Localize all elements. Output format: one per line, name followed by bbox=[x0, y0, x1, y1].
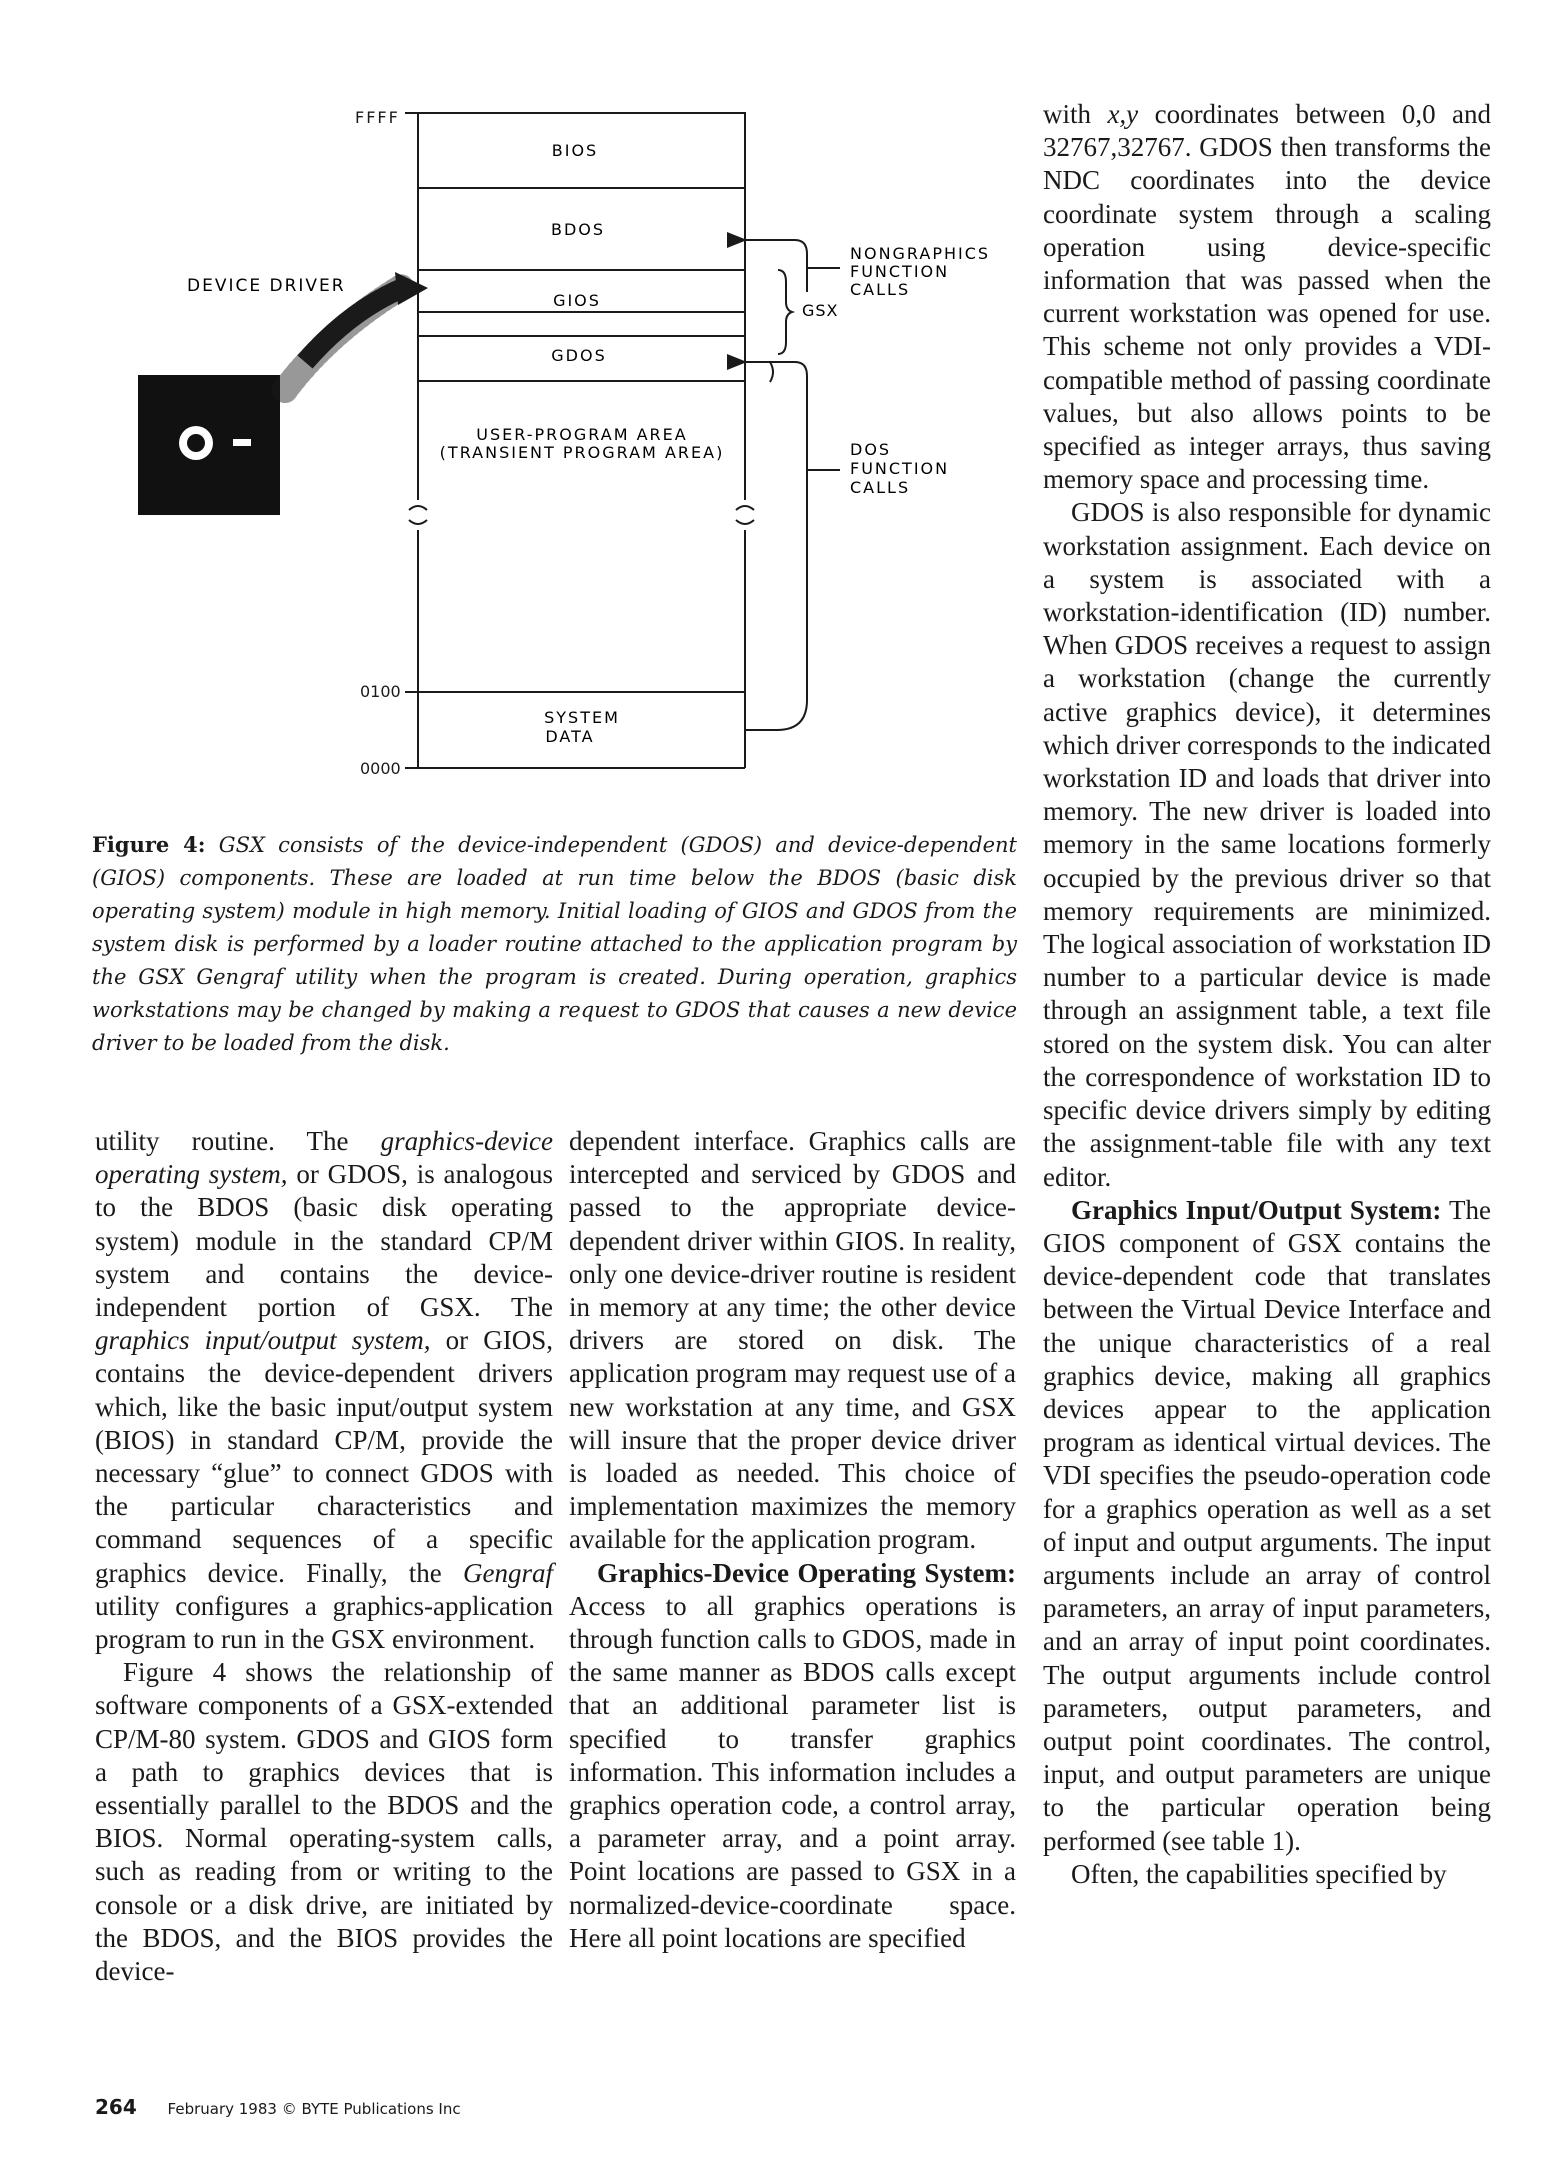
text-run: Access to all graphics operations is through function calls to GDOS, made in the same manner as BDOS calls except that an additional parameter list is specified to transfer graphics information. This information includes a graphics operation code, a control array, a parameter array, and a point array. Point locations are passed to GSX in a normalized-device-coordinate space. Here all point locations are specified bbox=[569, 1590, 1016, 1953]
text-run: or GIOS, contains the device-dependent drivers which, like the basic input/output system (BIOS) in standard CP/M, provide the necessary “glue” to connect GDOS with the particular characteristics and command sequences of a specific graphics device. Finally, the bbox=[95, 1325, 553, 1588]
paragraph bbox=[569, 1557, 1016, 1955]
gsx-bracket bbox=[778, 270, 792, 354]
device-driver-label: DEVICE DRIVER bbox=[187, 276, 346, 296]
text-run: or GDOS, is analogous to the BDOS (basic disk operating system) module in the standard CP/M system and contains the device-independent portion of GSX. The bbox=[95, 1159, 553, 1323]
gios-label: GIOS bbox=[553, 291, 601, 310]
nongraphics-call-line bbox=[745, 240, 807, 292]
caption-label: Figure 4: bbox=[92, 832, 206, 857]
break-mark-right bbox=[736, 506, 754, 510]
bios-label: BIOS bbox=[551, 141, 599, 160]
gsx-label: GSX bbox=[802, 301, 839, 320]
bdos-label: BDOS bbox=[550, 220, 606, 239]
nongraphics-label-3: CALLS bbox=[850, 280, 911, 299]
section-heading: Graphics-Device Operating System: bbox=[597, 1557, 1016, 1588]
page-number: 264 bbox=[95, 2095, 137, 2119]
publication-line: February 1983 © BYTE Publications Inc bbox=[167, 2100, 461, 2118]
text-run: with bbox=[1043, 99, 1108, 129]
text-run: coordinates between 0,0 and 32767,32767. GDOS then transforms the NDC coordinates into the device coordinate system through a scaling operation using device-specific information that was passed when the current workstation was opened for use. This scheme not only provides a VDI-compatible method of passing coordinate values, but also allows points to be specified as integer arrays, thus saving memory space and processing time. bbox=[1043, 99, 1491, 495]
dos-label-2: FUNCTION bbox=[850, 459, 950, 478]
dos-label-1: DOS bbox=[850, 440, 892, 459]
paragraph bbox=[1043, 1194, 1491, 1858]
text-run: The GIOS component of GSX contains the device-dependent code that translates between the Virtual Device Interface and the unique characteristics of a real graphics device, making all graphics devices appear to the application program as identical virtual devices. The VDI specifies the pseudo-operation code for a graphics operation as well as a set of input and output arguments. The input arguments include an array of control parameters, an array of input parameters, and an array of input point coordinates. The output arguments include control parameters, output parameters, and output point coordinates. The control, input, and output parameters are unique to the particular operation being performed (see table 1). bbox=[1043, 1194, 1491, 1856]
paragraph bbox=[1043, 98, 1491, 496]
caption-text: GSX consists of the device-independent (GDOS) and device-dependent (GIOS) components. These are loaded at run time below the BDOS (basic disk operating system) module in high memory. Initial loading of GIOS and GDOS from the system disk is performed by a loader routine attached to the application program by the GSX Gengraf utility when the program is created. During operation, graphics workstations may be changed by making a request to GDOS that causes a new device driver to be loaded from the disk. bbox=[92, 833, 1017, 1055]
body-column-3 bbox=[1043, 98, 1491, 1891]
text-run: utility routine. The bbox=[95, 1126, 381, 1156]
nongraphics-label-2: FUNCTION bbox=[850, 262, 950, 281]
term-xy: x,y bbox=[1107, 99, 1139, 129]
body-column-1 bbox=[95, 1125, 553, 1988]
paragraph: Figure 4 shows the relationship of software components of a GSX-extended CP/M-80 system. GDOS and GIOS form a path to graphics devices that is essentially parallel to the BDOS and the BIOS. Normal operating-system calls, such as reading from or writing to the console or a disk drive, are initiated by the BDOS, and the BIOS provides the device- bbox=[95, 1657, 553, 1987]
address-0000: 0000 bbox=[360, 759, 401, 778]
break-mark-left bbox=[409, 506, 427, 510]
address-0100: 0100 bbox=[360, 682, 401, 701]
user-area-label-2: (TRANSIENT PROGRAM AREA) bbox=[439, 443, 725, 462]
nongraphics-label-1: NONGRAPHICS bbox=[850, 244, 991, 263]
gdos-label: GDOS bbox=[551, 346, 607, 365]
user-area-label-1: USER-PROGRAM AREA bbox=[476, 425, 688, 444]
system-data-label-1: SYSTEM bbox=[544, 708, 620, 727]
paragraph: Often, the capabilities specified by bbox=[1071, 1858, 1447, 1889]
paragraph: GDOS is also responsible for dynamic workstation assignment. Each device on a system is associated with a workstation-identification (ID) number. When GDOS receives a request to assign a workstation (change the currently active graphics device), it determines which driver corresponds to the indicated workstation ID and loads that driver into memory. The new driver is loaded into memory in the same locations formerly occupied by the previous driver so that memory requirements are minimized. The logical association of workstation ID number to a particular device is made through an assignment table, a text file stored on the system disk. You can alter the correspondence of workstation ID to specific device drivers simply by editing the assignment-table file with any text editor. bbox=[1043, 497, 1491, 1192]
page-footer bbox=[95, 2095, 461, 2119]
paragraph bbox=[95, 1125, 553, 1656]
floppy-disk-icon bbox=[138, 375, 280, 515]
figure-caption bbox=[92, 828, 1017, 1060]
paragraph: dependent interface. Graphics calls are intercepted and serviced by GDOS and passed to the appropriate device-dependent driver within GIOS. In reality, only one device-driver routine is resident in memory at any time; the other device drivers are stored on disk. The application program may request use of a new workstation at any time, and GSX will insure that the proper device driver is loaded as needed. This choice of implementation maximizes the memory available for the application program. bbox=[569, 1126, 1016, 1555]
body-column-2 bbox=[569, 1125, 1016, 1955]
dos-label-3: CALLS bbox=[850, 478, 911, 497]
text-run: utility configures a graphics-application program to run in the GSX environment. bbox=[95, 1590, 553, 1655]
system-data-label-2: DATA bbox=[545, 727, 595, 746]
term-gios: graphics input/output system, bbox=[95, 1325, 431, 1356]
term-gengraf: Gengraf bbox=[463, 1557, 553, 1588]
section-heading: Graphics Input/Output System: bbox=[1071, 1194, 1442, 1225]
term-gdos: graphics-device operating system, bbox=[95, 1126, 553, 1190]
address-ffff: FFFF bbox=[355, 108, 400, 127]
dos-call-line bbox=[745, 362, 807, 730]
